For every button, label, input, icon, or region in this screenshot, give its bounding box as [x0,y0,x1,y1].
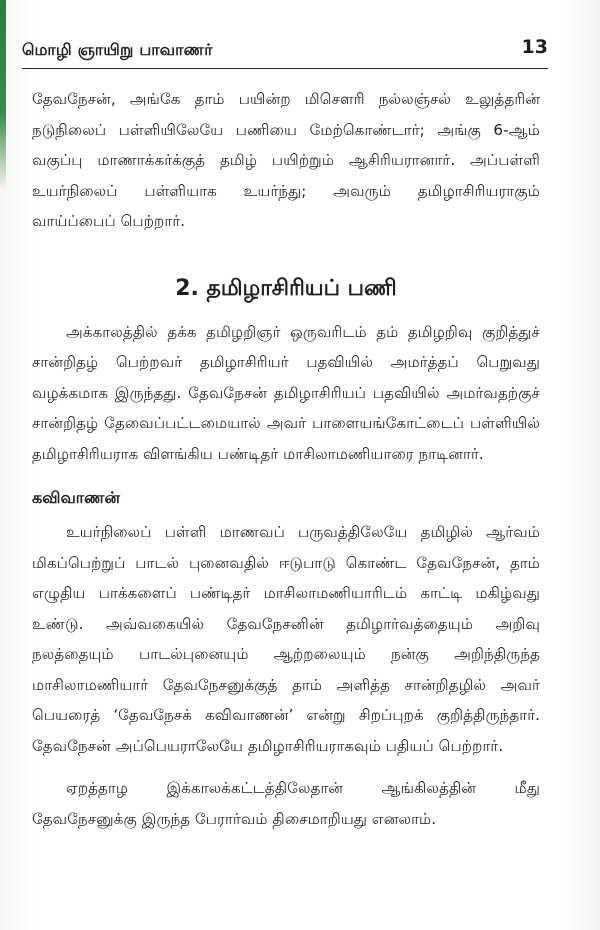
cover-edge-stripe [0,0,6,190]
page-number: 13 [521,36,548,58]
section-heading: 2. தமிழாசிரியப் பணி [175,275,397,301]
subheading-kavivanan: கவிவாணன் [32,488,120,507]
running-head: மொழி ஞாயிறு பாவாணர் [22,40,213,59]
header-divider [22,68,548,69]
kavivanan-paragraph: உயர்நிலைப் பள்ளி மாணவப் பருவத்திலேயே தமிழில் ஆர்வம் மிகப்பெற்றுப் பாடல் புனைவதில் ஈடுபாடு கொண்ட தேவநேசன், தாம் எழுதிய பாக்களைப் பண்டிதர் மாசிலாமணியாரிடம் காட்டி மகிழ்வது உண்டு. அவ்வகையில் தேவநேசனின் தமிழார்வத்தையும் அறிவு நலத்தையும் பாடல்புனையும் ஆற்றலையும் நன்கு அறிந்திருந்த மாசிலாமணியார் தேவநேசனுக்குத் தாம் அளித்த சான்றிதழில் அவர் பெயரைத் ‘தேவநேசக் கவிவாணன்’ என்று சிறப்புறக் குறித்திருந்தார். தேவநேசன் அப்பெயராலேயே தமிழாசிரியராகவும் பதியப் பெற்றார். [32,523,540,755]
page-body [32,84,540,834]
section-paragraph: அக்காலத்தில் தக்க தமிழறிஞர் ஒருவரிடம் தம் தமிழறிவு குறித்துச் சான்றிதழ் பெற்றவர் தமிழாசிரியர் பதவியில் அமர்த்தப் பெறுவது வழக்கமாக இருந்தது. தேவநேசன் தமிழாசிரியப் பதவியில் அமர்வதற்குச் சான்றிதழ் தேவைப்பட்டமையால் அவர் பாளையங்கோட்டைப் பள்ளியில் தமிழாசிரியராக விளங்கிய பண்டிதர் மாசிலாமணியாரை நாடினார். [32,322,540,463]
paragraph-gap [32,761,540,773]
closing-paragraph: ஏறத்தாழ இக்காலக்கட்டத்திலேதான் ஆங்கிலத்தின் மீது தேவநேசனுக்கு இருந்த பேரார்வம் திசைமாறியது எனலாம். [32,779,540,828]
page-header [22,36,548,66]
intro-paragraph: தேவநேசன், அங்கே தாம் பயின்ற மிசௌரி நல்லஞ்சல் உலுத்தரின் நடுநிலைப் பள்ளியிலேயே பணியை மேற்கொண்டார்; அங்கு 6-ஆம் வகுப்பு மாணாக்கர்க்குத் தமிழ் பயிற்றும் ஆசிரியரானார். அப்பள்ளி உயர்நிலைப் பள்ளியாக உயர்ந்து; அவரும் தமிழாசிரியராகும் வாய்ப்பைப் பெற்றார். [32,90,540,230]
